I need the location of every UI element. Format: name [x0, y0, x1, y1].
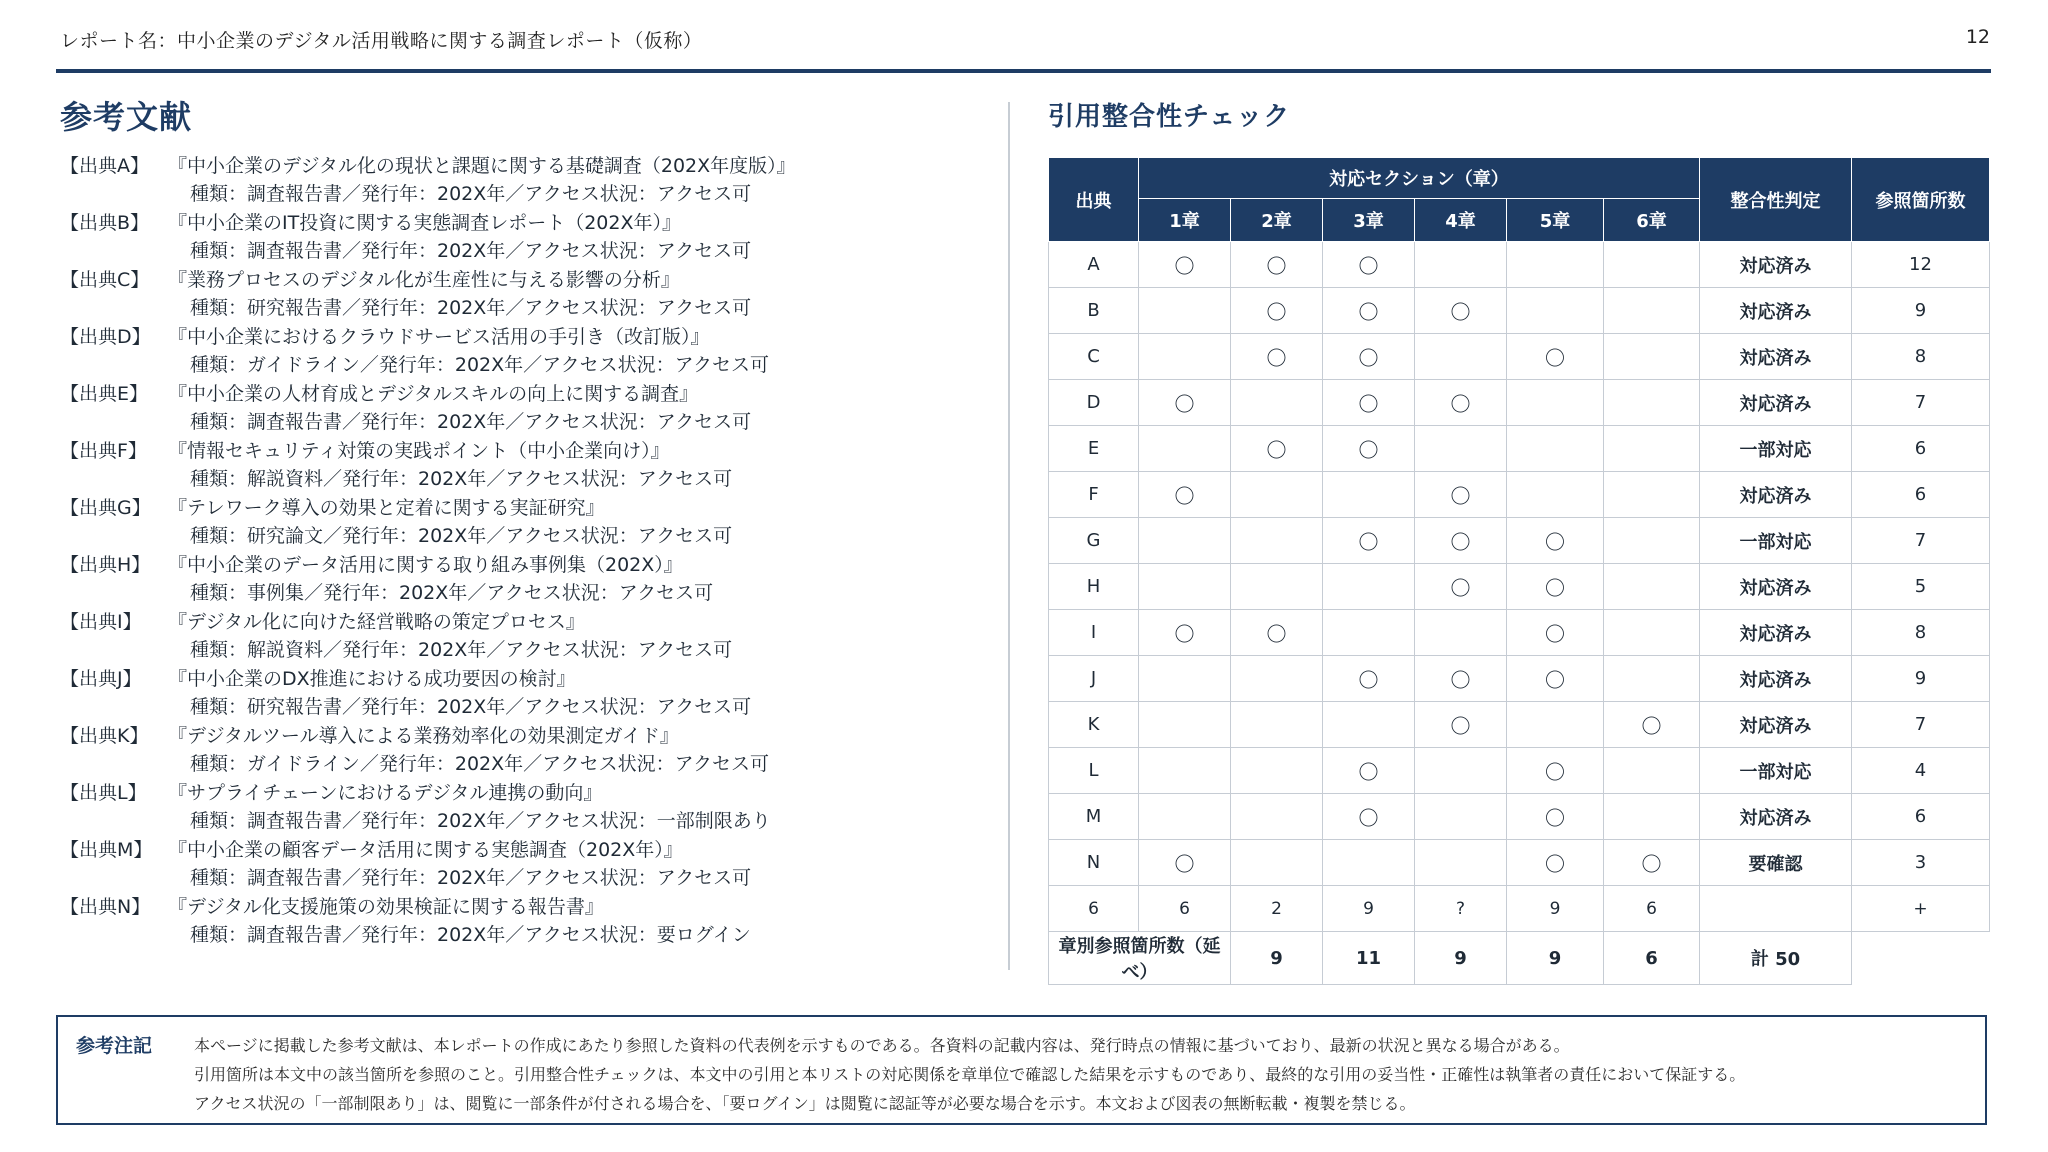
judgement-cell: 対応済み — [1700, 656, 1852, 702]
chapter-mark-cell — [1139, 748, 1231, 794]
reference-label: 【出典N】 — [60, 896, 151, 918]
chapter-mark-cell: 〇 — [1139, 610, 1231, 656]
chapter-mark-cell: 〇 — [1415, 702, 1507, 748]
reference-title: 『デジタル化支援施策の効果検証に関する報告書』 — [168, 896, 604, 918]
source-cell: J — [1049, 656, 1139, 702]
report-title: レポート名：中小企業のデジタル活用戦略に関する調査レポート（仮称） — [60, 30, 703, 52]
source-cell: E — [1049, 426, 1139, 472]
reference-title: 『中小企業におけるクラウドサービス活用の手引き（改訂版）』 — [168, 326, 710, 348]
chapter-mark-cell — [1415, 242, 1507, 288]
reference-title-line — [60, 152, 1000, 180]
extra-cell: + — [1852, 886, 1990, 932]
reference-title: 『テレワーク導入の効果と定着に関する実証研究』 — [168, 497, 605, 519]
reference-title: 『中小企業のIT投資に関する実態調査レポート（202X年）』 — [168, 212, 681, 234]
reference-item — [60, 437, 1000, 494]
chapter-mark-cell — [1231, 794, 1323, 840]
chapter-mark-cell — [1507, 380, 1604, 426]
reference-title: 『中小企業の顧客データ活用に関する実態調査（202X年）』 — [168, 839, 683, 861]
reference-item — [60, 323, 1000, 380]
reference-item — [60, 209, 1000, 266]
chapter-mark-cell: 〇 — [1415, 564, 1507, 610]
extra-cell: 6 — [1139, 886, 1231, 932]
reference-item — [60, 722, 1000, 779]
reference-title-line — [60, 323, 1000, 351]
source-cell: B — [1049, 288, 1139, 334]
source-cell: L — [1049, 748, 1139, 794]
reference-label: 【出典H】 — [60, 554, 151, 576]
source-cell: H — [1049, 564, 1139, 610]
reference-title: 『情報セキュリティ対策の実践ポイント（中小企業向け）』 — [168, 440, 670, 462]
chapter-mark-cell — [1415, 610, 1507, 656]
chapter-mark-cell: 〇 — [1323, 748, 1415, 794]
source-cell: G — [1049, 518, 1139, 564]
chapter-mark-cell — [1139, 794, 1231, 840]
reference-item — [60, 893, 1000, 950]
reference-detail: 種類：調査報告書／発行年：202X年／アクセス状況：アクセス可 — [190, 183, 752, 205]
reference-title-line — [60, 893, 1000, 921]
header-ref-count: 参照箇所数 — [1852, 158, 1990, 242]
reference-title: 『デジタル化に向けた経営戦略の策定プロセス』 — [168, 611, 585, 633]
reference-detail: 種類：研究報告書／発行年：202X年／アクセス状況：アクセス可 — [190, 297, 752, 319]
judgement-cell: 一部対応 — [1700, 518, 1852, 564]
reference-notes-box — [56, 1015, 1987, 1125]
judgement-cell: 対応済み — [1700, 242, 1852, 288]
chapter-mark-cell — [1231, 472, 1323, 518]
chapter-mark-cell — [1604, 334, 1700, 380]
chapter-mark-cell: 〇 — [1323, 242, 1415, 288]
reference-detail: 種類：解説資料／発行年：202X年／アクセス状況：アクセス可 — [190, 468, 733, 490]
header-chapter: 4章 — [1415, 199, 1507, 242]
reference-item — [60, 494, 1000, 551]
chapter-mark-cell — [1231, 564, 1323, 610]
reference-title: 『中小企業のデータ活用に関する取り組み事例集（202X）』 — [168, 554, 683, 576]
reference-title-line — [60, 209, 1000, 237]
total-cell: 9 — [1507, 932, 1604, 985]
judgement-cell: 対応済み — [1700, 702, 1852, 748]
chapter-mark-cell — [1604, 426, 1700, 472]
chapter-mark-cell — [1323, 702, 1415, 748]
table-row — [1049, 380, 1990, 426]
ref-count-cell: 6 — [1852, 426, 1990, 472]
page-number: 12 — [1965, 26, 1990, 48]
reference-detail: 種類：調査報告書／発行年：202X年／アクセス状況：要ログイン — [190, 924, 751, 946]
reference-item — [60, 836, 1000, 893]
chapter-mark-cell: 〇 — [1507, 610, 1604, 656]
ref-count-cell: 4 — [1852, 748, 1990, 794]
ref-count-cell: 8 — [1852, 610, 1990, 656]
table-row — [1049, 656, 1990, 702]
total-cell: 11 — [1323, 932, 1415, 985]
chapter-mark-cell — [1139, 288, 1231, 334]
chapter-mark-cell — [1604, 656, 1700, 702]
table-row — [1049, 288, 1990, 334]
table-row — [1049, 334, 1990, 380]
reference-label: 【出典G】 — [60, 497, 151, 519]
extra-cell: 6 — [1604, 886, 1700, 932]
reference-label: 【出典J】 — [60, 668, 142, 690]
chapter-mark-cell — [1139, 656, 1231, 702]
source-cell: K — [1049, 702, 1139, 748]
chapter-mark-cell — [1415, 840, 1507, 886]
reference-title-line — [60, 608, 1000, 636]
reference-title-line — [60, 266, 1000, 294]
source-cell: M — [1049, 794, 1139, 840]
citation-check-heading: 引用整合性チェック — [1048, 102, 1291, 132]
chapter-mark-cell — [1139, 518, 1231, 564]
table-row-total — [1049, 932, 1990, 985]
reference-label: 【出典L】 — [60, 782, 147, 804]
reference-title-line — [60, 551, 1000, 579]
chapter-mark-cell — [1231, 518, 1323, 564]
chapter-mark-cell — [1415, 748, 1507, 794]
chapter-mark-cell: 〇 — [1231, 288, 1323, 334]
reference-title-line — [60, 380, 1000, 408]
citation-check-section — [1048, 96, 1990, 983]
chapter-mark-cell — [1604, 748, 1700, 794]
chapter-mark-cell: 〇 — [1415, 518, 1507, 564]
header-sections-group: 対応セクション（章） — [1139, 158, 1700, 199]
table-row — [1049, 426, 1990, 472]
ref-count-cell: 9 — [1852, 288, 1990, 334]
chapter-mark-cell: 〇 — [1323, 794, 1415, 840]
chapter-mark-cell: 〇 — [1604, 702, 1700, 748]
reference-title: 『サプライチェーンにおけるデジタル連携の動向』 — [168, 782, 603, 804]
reference-item — [60, 779, 1000, 836]
chapter-mark-cell — [1415, 426, 1507, 472]
chapter-mark-cell — [1323, 564, 1415, 610]
judgement-cell: 対応済み — [1700, 334, 1852, 380]
chapter-mark-cell: 〇 — [1507, 334, 1604, 380]
chapter-mark-cell: 〇 — [1323, 518, 1415, 564]
judgement-cell: 対応済み — [1700, 288, 1852, 334]
chapter-mark-cell: 〇 — [1507, 840, 1604, 886]
reference-item — [60, 266, 1000, 323]
extra-cell: 9 — [1507, 886, 1604, 932]
judgement-cell: 対応済み — [1700, 472, 1852, 518]
chapter-mark-cell — [1139, 334, 1231, 380]
reference-label: 【出典E】 — [60, 383, 149, 405]
source-cell: C — [1049, 334, 1139, 380]
reference-detail: 種類：事例集／発行年：202X年／アクセス状況：アクセス可 — [190, 582, 714, 604]
notes-label: 参考注記 — [76, 1035, 153, 1057]
ref-count-cell: 5 — [1852, 564, 1990, 610]
header-chapter: 2章 — [1231, 199, 1323, 242]
ref-count-cell: 3 — [1852, 840, 1990, 886]
total-cell: 計 50 — [1700, 932, 1852, 985]
reference-detail: 種類：ガイドライン／発行年：202X年／アクセス状況：アクセス可 — [190, 753, 770, 775]
chapter-mark-cell — [1507, 702, 1604, 748]
reference-title-line — [60, 437, 1000, 465]
reference-item — [60, 665, 1000, 722]
chapter-mark-cell — [1231, 380, 1323, 426]
chapter-mark-cell: 〇 — [1231, 334, 1323, 380]
judgement-cell: 対応済み — [1700, 610, 1852, 656]
chapter-mark-cell — [1323, 840, 1415, 886]
total-label: 章別参照箇所数（延べ） — [1049, 932, 1231, 985]
reference-label: 【出典B】 — [60, 212, 150, 234]
chapter-mark-cell — [1323, 610, 1415, 656]
total-cell: 9 — [1415, 932, 1507, 985]
note-line: アクセス状況の「一部制限あり」は、閲覧に一部条件が付される場合を、「要ログイン」は閲覧に認証等が必要な場合を示す。本文および図表の無断転載・複製を禁じる。 — [194, 1094, 1416, 1113]
reference-item — [60, 380, 1000, 437]
notes-text — [194, 1031, 1974, 1118]
chapter-mark-cell: 〇 — [1507, 656, 1604, 702]
chapter-mark-cell: 〇 — [1415, 288, 1507, 334]
chapter-mark-cell: 〇 — [1415, 380, 1507, 426]
header-chapter: 1章 — [1139, 199, 1231, 242]
judgement-cell: 一部対応 — [1700, 426, 1852, 472]
extra-cell: 2 — [1231, 886, 1323, 932]
reference-detail: 種類：調査報告書／発行年：202X年／アクセス状況：アクセス可 — [190, 867, 752, 889]
reference-title: 『中小企業のデジタル化の現状と課題に関する基礎調査（202X年度版）』 — [168, 155, 796, 177]
chapter-mark-cell: 〇 — [1139, 472, 1231, 518]
chapter-mark-cell: 〇 — [1507, 794, 1604, 840]
extra-cell: 6 — [1049, 886, 1139, 932]
reference-label: 【出典K】 — [60, 725, 149, 747]
reference-detail: 種類：調査報告書／発行年：202X年／アクセス状況：一部制限あり — [190, 810, 771, 832]
judgement-cell: 一部対応 — [1700, 748, 1852, 794]
reference-title-line — [60, 494, 1000, 522]
chapter-mark-cell — [1507, 472, 1604, 518]
judgement-cell: 対応済み — [1700, 794, 1852, 840]
header-judgement: 整合性判定 — [1700, 158, 1852, 242]
chapter-mark-cell — [1604, 288, 1700, 334]
ref-count-cell: 9 — [1852, 656, 1990, 702]
chapter-mark-cell: 〇 — [1231, 426, 1323, 472]
table-row — [1049, 610, 1990, 656]
source-cell: I — [1049, 610, 1139, 656]
judgement-cell: 対応済み — [1700, 564, 1852, 610]
chapter-mark-cell: 〇 — [1139, 840, 1231, 886]
reference-title-line — [60, 665, 1000, 693]
table-row — [1049, 840, 1990, 886]
chapter-mark-cell — [1231, 840, 1323, 886]
reference-label: 【出典D】 — [60, 326, 151, 348]
ref-count-cell: 7 — [1852, 518, 1990, 564]
reference-title: 『業務プロセスのデジタル化が生産性に与える影響の分析』 — [168, 269, 680, 291]
chapter-mark-cell: 〇 — [1415, 656, 1507, 702]
judgement-cell: 要確認 — [1700, 840, 1852, 886]
chapter-mark-cell — [1139, 426, 1231, 472]
table-row — [1049, 242, 1990, 288]
note-line: 引用箇所は本文中の該当箇所を参照のこと。引用整合性チェックは、本文中の引用と本リストの対応関係を章単位で確認した結果を示すものであり、最終的な引用の妥当性・正確性は執筆者の責任において保証する。 — [194, 1065, 1746, 1084]
extra-cell: 9 — [1323, 886, 1415, 932]
reference-label: 【出典I】 — [60, 611, 142, 633]
reference-item — [60, 551, 1000, 608]
chapter-mark-cell — [1507, 288, 1604, 334]
judgement-cell: 対応済み — [1700, 380, 1852, 426]
chapter-mark-cell — [1323, 472, 1415, 518]
table-row — [1049, 794, 1990, 840]
chapter-mark-cell: 〇 — [1323, 288, 1415, 334]
table-row — [1049, 472, 1990, 518]
chapter-mark-cell — [1604, 794, 1700, 840]
chapter-mark-cell — [1507, 242, 1604, 288]
table-row-extra — [1049, 886, 1990, 932]
table-row — [1049, 518, 1990, 564]
chapter-mark-cell — [1507, 426, 1604, 472]
reference-detail: 種類：調査報告書／発行年：202X年／アクセス状況：アクセス可 — [190, 411, 752, 433]
chapter-mark-cell — [1604, 242, 1700, 288]
reference-label: 【出典A】 — [60, 155, 149, 177]
chapter-mark-cell: 〇 — [1323, 334, 1415, 380]
chapter-mark-cell — [1231, 656, 1323, 702]
reference-label: 【出典C】 — [60, 269, 150, 291]
chapter-mark-cell: 〇 — [1323, 656, 1415, 702]
table-row — [1049, 702, 1990, 748]
chapter-mark-cell — [1415, 794, 1507, 840]
table-row — [1049, 748, 1990, 794]
total-cell: 6 — [1604, 932, 1700, 985]
chapter-mark-cell: 〇 — [1231, 242, 1323, 288]
chapter-mark-cell: 〇 — [1139, 242, 1231, 288]
chapter-mark-cell: 〇 — [1507, 518, 1604, 564]
chapter-mark-cell: 〇 — [1415, 472, 1507, 518]
header-source: 出典 — [1049, 158, 1139, 242]
chapter-mark-cell: 〇 — [1507, 748, 1604, 794]
ref-count-cell: 7 — [1852, 702, 1990, 748]
chapter-mark-cell: 〇 — [1139, 380, 1231, 426]
chapter-mark-cell: 〇 — [1604, 840, 1700, 886]
reference-title: 『デジタルツール導入による業務効率化の効果測定ガイド』 — [168, 725, 679, 747]
references-section — [60, 92, 1000, 950]
reference-title-line — [60, 779, 1000, 807]
source-cell: F — [1049, 472, 1139, 518]
reference-title-line — [60, 722, 1000, 750]
chapter-mark-cell — [1604, 518, 1700, 564]
chapter-mark-cell: 〇 — [1507, 564, 1604, 610]
header-chapter: 5章 — [1507, 199, 1604, 242]
chapter-mark-cell — [1604, 610, 1700, 656]
citation-check-table — [1048, 157, 1990, 985]
chapter-mark-cell — [1604, 380, 1700, 426]
header-chapter: 3章 — [1323, 199, 1415, 242]
ref-count-cell: 7 — [1852, 380, 1990, 426]
chapter-mark-cell — [1139, 702, 1231, 748]
source-cell: A — [1049, 242, 1139, 288]
reference-label: 【出典F】 — [60, 440, 147, 462]
chapter-mark-cell — [1139, 564, 1231, 610]
ref-count-cell: 12 — [1852, 242, 1990, 288]
chapter-mark-cell — [1604, 472, 1700, 518]
source-cell: N — [1049, 840, 1139, 886]
ref-count-cell: 6 — [1852, 794, 1990, 840]
source-cell: D — [1049, 380, 1139, 426]
note-line: 本ページに掲載した参考文献は、本レポートの作成にあたり参照した資料の代表例を示すものである。各資料の記載内容は、発行時点の情報に基づいており、最新の状況と異なる場合がある。 — [194, 1036, 1570, 1055]
reference-detail: 種類：研究報告書／発行年：202X年／アクセス状況：アクセス可 — [190, 696, 752, 718]
extra-cell: ? — [1415, 886, 1507, 932]
page-header — [60, 26, 1990, 50]
total-cell: 9 — [1231, 932, 1323, 985]
header-chapter: 6章 — [1604, 199, 1700, 242]
extra-cell — [1700, 886, 1852, 932]
reference-title-line — [60, 836, 1000, 864]
reference-detail: 種類：ガイドライン／発行年：202X年／アクセス状況：アクセス可 — [190, 354, 770, 376]
chapter-mark-cell — [1231, 748, 1323, 794]
references-heading: 参考文献 — [60, 98, 193, 136]
ref-count-cell: 6 — [1852, 472, 1990, 518]
chapter-mark-cell — [1604, 564, 1700, 610]
chapter-mark-cell: 〇 — [1231, 610, 1323, 656]
reference-detail: 種類：解説資料／発行年：202X年／アクセス状況：アクセス可 — [190, 639, 733, 661]
table-row — [1049, 564, 1990, 610]
reference-detail: 種類：研究論文／発行年：202X年／アクセス状況：アクセス可 — [190, 525, 733, 547]
reference-title: 『中小企業の人材育成とデジタルスキルの向上に関する調査』 — [168, 383, 699, 405]
reference-title: 『中小企業のDX推進における成功要因の検討』 — [168, 668, 576, 690]
chapter-mark-cell — [1415, 334, 1507, 380]
references-list — [60, 152, 1000, 950]
ref-count-cell: 8 — [1852, 334, 1990, 380]
chapter-mark-cell — [1231, 702, 1323, 748]
reference-label: 【出典M】 — [60, 839, 153, 861]
column-divider — [1008, 102, 1010, 970]
reference-item — [60, 608, 1000, 665]
reference-detail: 種類：調査報告書／発行年：202X年／アクセス状況：アクセス可 — [190, 240, 752, 262]
reference-item — [60, 152, 1000, 209]
chapter-mark-cell: 〇 — [1323, 380, 1415, 426]
header-divider — [56, 69, 1991, 73]
chapter-mark-cell: 〇 — [1323, 426, 1415, 472]
